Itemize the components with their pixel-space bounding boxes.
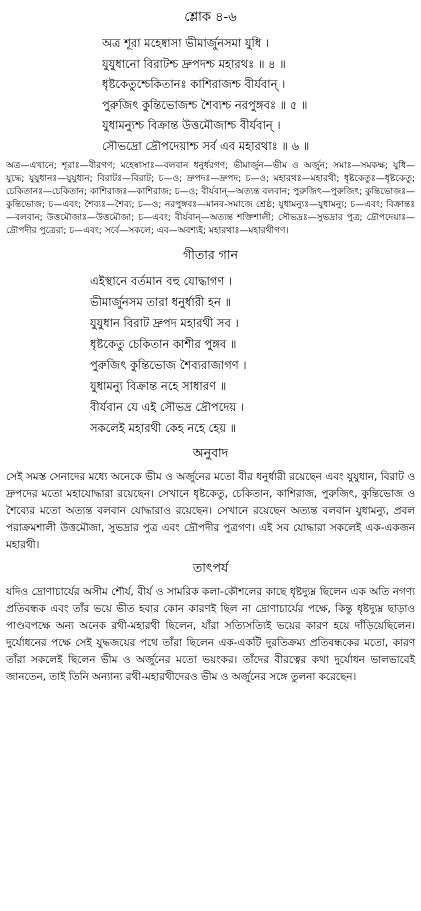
- verse-number: শ্লোক ৪-৬: [184, 10, 237, 25]
- song-line: বীর্যবান যে এই সৌভদ্র দ্রৌপদেয় ।: [90, 400, 244, 414]
- verse-line: যুযুধানো বিরাটশ্চ দ্রুপদশ্চ মহারথঃ ॥ ৪ ॥: [102, 56, 286, 71]
- song-line: সকলেই মহারথী কেহ নহে হেয় ॥: [90, 421, 237, 435]
- song-line: যুধামন্যু বিক্রান্ত নহে সাধারণ ॥: [90, 379, 227, 393]
- song-line: ধৃষ্টকেতু চেকিতান কাশীর পুঙ্গব ॥: [90, 337, 237, 351]
- verse-line: পুরুজিৎ কুন্তিভোজশ্চ শৈব্যশ্চ নরপুঙ্গবঃ ॥ ৫ ॥: [102, 97, 308, 112]
- word-for-word-synonyms: অত্র—এখানে; শূরাঃ—বীরগণ; মহেষ্বাসাঃ—বলবান ধনুর্ধরগণ; ভীমার্জুন—ভীম ও অর্জুন; সমাঃ—সমকক্ষ; যুধি—যুদ্ধে; যুযুধানঃ—যুযুধান; বিরাটঃ—বিরাট; চ—ও; দ্রুপদঃ—দ্রুপদ; চ—ও; মহারথঃ—মহারথী; ধৃষ্টকেতুঃ—ধৃষ্টকেতু; চেকিতানঃ—চেকিতান; কাশিরাজঃ—কাশিরাজ; চ—ও; বীর্যবান্—অত্যন্ত বলবান; পুরুজিৎ—পুরুজিৎ; কুন্তিভোজঃ—কুন্তিভোজ; চ—এবং; শৈব্যঃ—শৈব্য; চ—ও; নরপুঙ্গবঃ—মানব-সমাজে শ্রেষ্ঠ; যুধামন্যুঃ—যুধামন্যু; চ—এবং; বিক্রান্তঃ—বলবান; উত্তমৌজাঃ—উত্তমৌজা; চ—এবং; বীর্যবান্—অত্যন্ত শক্তিশালী; সৌভদ্রঃ—সুভদ্রার পুত্র; দ্রৌপদেয়াঃ—দ্রৌপদীর পুত্রেরা; চ—এবং; সর্বে—সকলে; এব—অবশ্যই; মহারথাঃ—মহারথীগণ।: [6, 161, 415, 236]
- verse-line: ধৃষ্টকেতুশ্চেকিতানঃ কাশিরাজশ্চ বীর্যবান্ ।: [102, 77, 286, 91]
- verse-line: অত্র শূরা মহেষ্বাসা ভীমার্জুনসমা যুধি ।: [102, 36, 270, 50]
- song-line: পুরুজিৎ কুন্তিভোজ শৈব্যরাজাগণ ।: [90, 358, 247, 372]
- verse-line: সৌভদ্রো দ্রৌপদেয়াশ্চ সর্ব এব মহারথাঃ ॥ ৬ ॥: [102, 138, 310, 153]
- song-verses: [6, 271, 415, 439]
- purport-text: যদিও দ্রোণাচার্যের অসীম শৌর্য, বীর্য ও সামরিক কলা-কৌশলের কাছে ধৃষ্টদ্যুম্ন ছিলেন এক অতি নগণ্য প্রতিবন্ধক এবং তাঁর ভয়ে ভীত হবার কোন কারণই ছিল না দ্রোণাচার্যের পক্ষে, কিন্তু ধৃষ্টদ্যুম্ন ছাড়াও পাণ্ডবপক্ষে অন্য অনেক রথী-মহারথী ছিলেন, যাঁরা সত্যিসত্যিই ভয়ের কারণ হয়ে দাঁড়িয়েছিলেন। দুর্যোধনের পক্ষে সেই যুদ্ধজয়ের পথে তাঁরা ছিলেন এক-একটি দুরতিক্রম্য প্রতিবন্ধকের মতো, কারণ তাঁরা সকলেই ছিলেন ভীম ও অর্জুনের মতো ভয়ংকর। তাঁদের বীরত্বের কথা দুর্যোধন ভালভাবেই জানতেন, তাই তিনি অন্যান্য রথী-মহারথীদেরও ভীম ও অর্জুনের সঙ্গে তুলনা করেছেন।: [6, 586, 415, 683]
- verse-text: [6, 33, 415, 156]
- translation-text: সেই সমস্ত সেনাদের মধ্যে অনেকে ভীম ও অর্জুনের মতো বীর ধনুর্ধারী রয়েছেন এবং যুযুধান, বিরাট ও দ্রুপদের মতো মহাযোদ্ধারা রয়েছেন। সেখানে ধৃষ্টকেতু, চেকিতান, কাশিরাজ, পুরুজিৎ, কুন্তিভোজ ও শৈব্যের মতো অত্যন্ত বলবান যোদ্ধারাও রয়েছেন। সেখানে রয়েছেন অত্যন্ত বলবান যুধামন্যু, প্রবল পরাক্রমশালী উত্তমৌজা, সুভদ্রার পুত্র এবং দ্রৌপদীর পুত্রগণ। এই সব যোদ্ধারা সকলেই এক-একজন মহারথী।: [6, 471, 415, 551]
- purport-title: তাৎপর্য: [192, 560, 229, 575]
- song-title: গীতার গান: [183, 247, 238, 262]
- song-line: এইস্থানে বর্তমান বহু যোদ্ধাগণ ।: [90, 274, 233, 288]
- song-line: যুযুধান বিরাট দ্রুপদ মহারথী সব ।: [90, 316, 239, 330]
- song-line: ভীমার্জুনসম তারা ধনুর্ধারী হন ॥: [90, 295, 232, 309]
- translation-title: অনুবাদ: [192, 445, 229, 460]
- verse-line: যুধামন্যুশ্চ বিক্রান্ত উত্তমৌজাশ্চ বীর্যবান্ ।: [102, 118, 281, 132]
